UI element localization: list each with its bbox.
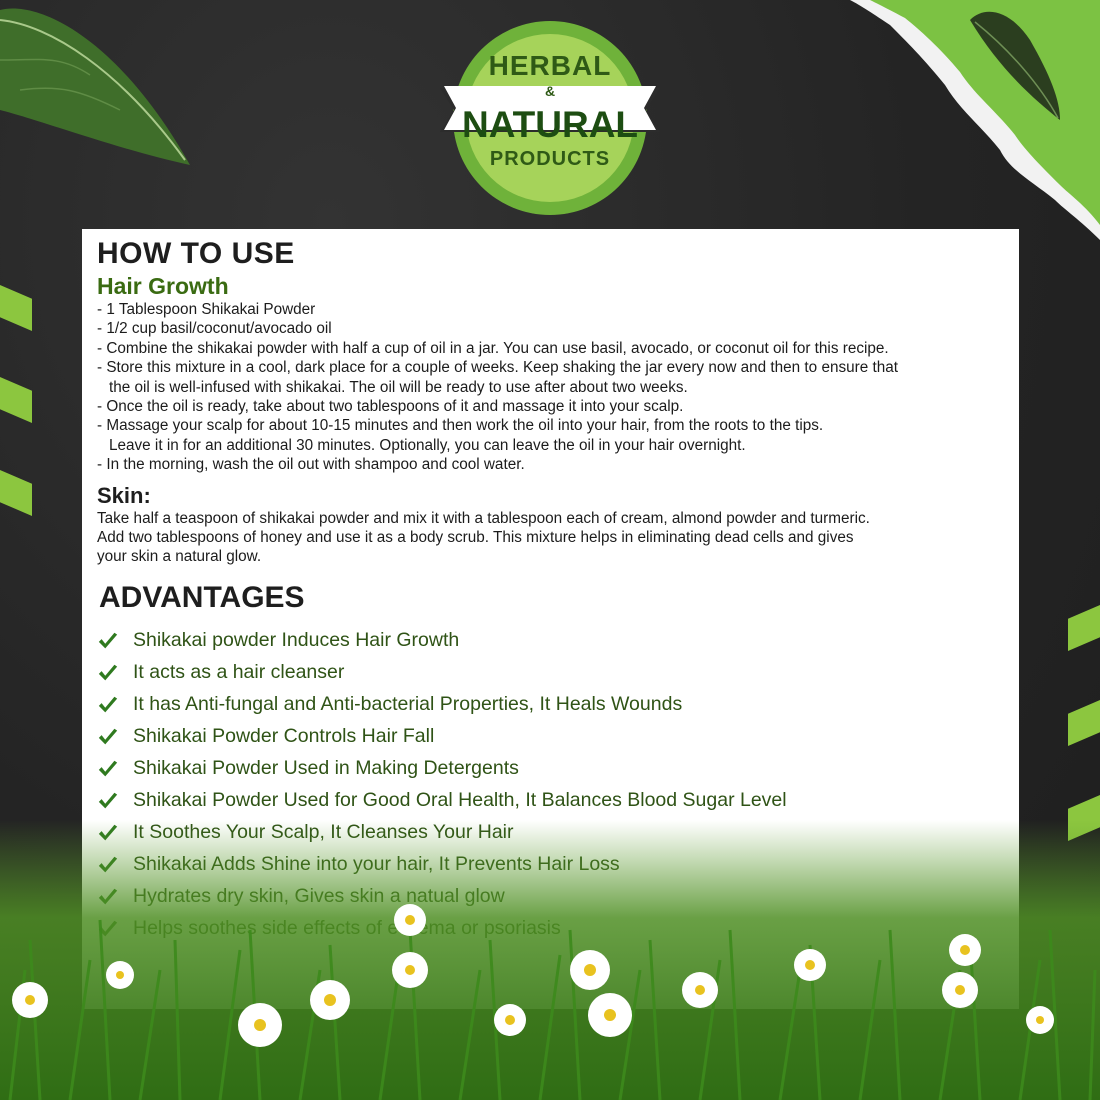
skin-title: Skin:: [97, 482, 151, 508]
step-line: - 1 Tablespoon Shikakai Powder: [97, 301, 316, 318]
checkmark-icon: [97, 726, 119, 748]
checkmark-icon: [97, 758, 119, 780]
badge-amp-text: &: [544, 83, 556, 99]
step-line: - Massage your scalp for about 10-15 minutes and then work the oil into your hair, from the roots to the tips.: [97, 417, 824, 435]
step-line: the oil is well-infused with shikakai. The oil will be ready to use after about two weeks.: [109, 378, 688, 396]
checkmark-icon: [97, 790, 119, 812]
step-line: - Combine the shikakai powder with half a cup of oil in a jar. You can use basil, avocado, or coconut oil for this recipe.: [97, 339, 889, 357]
step-line: - Once the oil is ready, take about two tablespoons of it and massage it into your scalp.: [97, 398, 684, 416]
how-to-use-title: HOW TO USE: [97, 237, 295, 270]
advantage-text: Shikakai Powder Used in Making Detergents: [133, 757, 519, 780]
herbal-natural-badge: [440, 20, 660, 220]
leaf-decoration-left: [0, 0, 200, 175]
advantages-title: ADVANTAGES: [99, 580, 305, 614]
step-line: Leave it in for an additional 30 minutes. Optionally, you can leave the oil in your hair overnight.: [109, 436, 746, 454]
skin-line: Take half a teaspoon of shikakai powder and mix it with a tablespoon each of cream, almond powder and turmeric.: [97, 509, 870, 527]
advantage-item: [97, 785, 1017, 817]
advantage-text: Shikakai powder Induces Hair Growth: [133, 629, 460, 652]
badge-middle-text: NATURAL: [461, 104, 639, 145]
torn-paper-corner: [850, 0, 1100, 240]
skin-line: your skin a natural glow.: [97, 548, 262, 566]
checkmark-icon: [97, 694, 119, 716]
advantage-item: [97, 689, 1017, 721]
advantage-item: [97, 657, 1017, 689]
skin-line: Add two tablespoons of honey and use it as a body scrub. This mixture helps in eliminating dead cells and gives: [97, 529, 854, 547]
grass-and-daisies: [0, 820, 1100, 1100]
hair-growth-title: Hair Growth: [97, 273, 229, 299]
checkmark-icon: [97, 662, 119, 684]
advantage-item: [97, 753, 1017, 785]
advantage-item: [97, 625, 1017, 657]
step-line: - Store this mixture in a cool, dark place for a couple of weeks. Keep shaking the jar every now and then to ensure that: [97, 359, 898, 377]
badge-bottom-text: PRODUCTS: [489, 148, 611, 170]
badge-top-text: HERBAL: [488, 50, 612, 81]
advantage-item: [97, 721, 1017, 753]
step-line: - In the morning, wash the oil out with shampoo and cool water.: [97, 456, 525, 474]
advantage-text: It has Anti-fungal and Anti-bacterial Properties, It Heals Wounds: [133, 693, 683, 716]
advantage-text: It acts as a hair cleanser: [133, 661, 345, 684]
advantage-text: Shikakai Powder Used for Good Oral Health, It Balances Blood Sugar Level: [133, 789, 787, 812]
advantage-text: Shikakai Powder Controls Hair Fall: [133, 725, 435, 748]
step-line: - 1/2 cup basil/coconut/avocado oil: [97, 320, 332, 338]
checkmark-icon: [97, 630, 119, 652]
skin-steps: [97, 509, 1017, 567]
hair-growth-steps: [97, 300, 1017, 475]
